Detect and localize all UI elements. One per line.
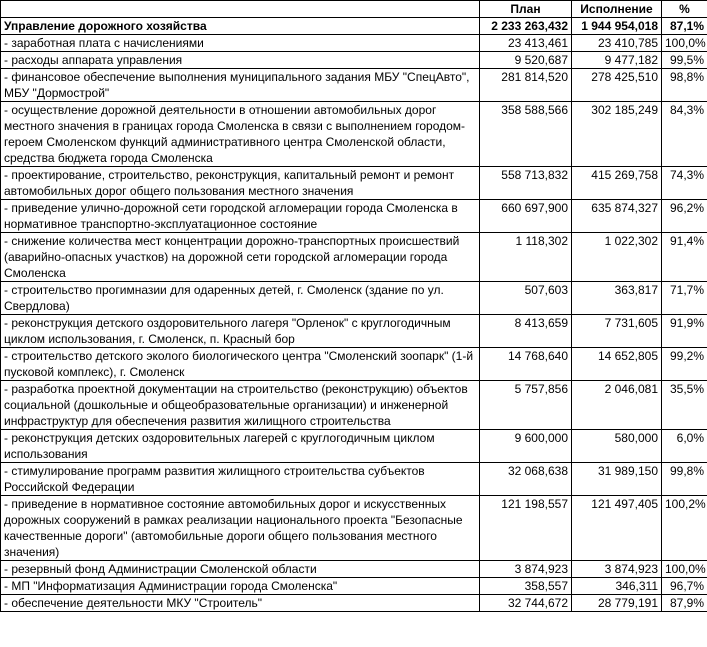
row-plan-cell: 5 757,856 [480,381,572,430]
row-name-cell: - осуществление дорожной деятельности в отношении автомобильных дорог местного значения в границах города Смоленска в связи с выполнением городом-героем Смоленском функций административного центра Смоленской области, средства бюджета города Смоленска [1,102,480,167]
row-plan-cell: 358 588,566 [480,102,572,167]
row-percent-cell: 99,8% [662,463,707,496]
row-execution-cell: 9 477,182 [572,52,662,69]
header-execution-cell: Исполнение [572,1,662,18]
row-percent-cell: 91,4% [662,233,707,282]
row-execution-cell: 580,000 [572,430,662,463]
row-plan-cell: 660 697,900 [480,200,572,233]
row-percent-cell: 84,3% [662,102,707,167]
row-plan-cell: 507,603 [480,282,572,315]
row-execution-cell: 346,311 [572,578,662,595]
table-row [1,167,707,200]
row-execution-cell: 14 652,805 [572,348,662,381]
table-row [1,578,707,595]
row-name-cell: - проектирование, строительство, реконструкция, капитальный ремонт и ремонт автомобильных дорог общего пользования местного значения [1,167,480,200]
row-name-cell: - приведение в нормативное состояние автомобильных дорог и искусственных дорожных сооружений в рамках реализации национального проекта "Безопасные качественные дороги" (автомобильные дороги общего пользования местного значения) [1,496,480,561]
header-row [1,1,707,18]
row-percent-cell: 87,9% [662,595,707,612]
total-plan-cell: 2 233 263,432 [480,18,572,35]
row-execution-cell: 28 779,191 [572,595,662,612]
total-name-cell: Управление дорожного хозяйства [1,18,480,35]
row-plan-cell: 32 068,638 [480,463,572,496]
table-row [1,200,707,233]
row-execution-cell: 121 497,405 [572,496,662,561]
table-row [1,282,707,315]
row-plan-cell: 121 198,557 [480,496,572,561]
total-percent-cell: 87,1% [662,18,707,35]
row-name-cell: - заработная плата с начислениями [1,35,480,52]
row-percent-cell: 74,3% [662,167,707,200]
header-plan-cell: План [480,1,572,18]
row-percent-cell: 35,5% [662,381,707,430]
table-row [1,315,707,348]
row-execution-cell: 1 022,302 [572,233,662,282]
row-execution-cell: 363,817 [572,282,662,315]
row-plan-cell: 1 118,302 [480,233,572,282]
row-name-cell: - МП "Информатизация Администрации города Смоленска" [1,578,480,595]
row-percent-cell: 100,0% [662,561,707,578]
row-percent-cell: 99,5% [662,52,707,69]
row-execution-cell: 31 989,150 [572,463,662,496]
row-execution-cell: 302 185,249 [572,102,662,167]
table-row [1,561,707,578]
header-name-cell [1,1,480,18]
row-plan-cell: 32 744,672 [480,595,572,612]
row-execution-cell: 23 410,785 [572,35,662,52]
table-row [1,430,707,463]
row-name-cell: - резервный фонд Администрации Смоленской области [1,561,480,578]
table-row [1,463,707,496]
row-plan-cell: 3 874,923 [480,561,572,578]
budget-table-body [1,1,707,612]
row-execution-cell: 3 874,923 [572,561,662,578]
total-row [1,18,707,35]
row-execution-cell: 415 269,758 [572,167,662,200]
row-name-cell: - расходы аппарата управления [1,52,480,69]
row-percent-cell: 96,2% [662,200,707,233]
row-plan-cell: 358,557 [480,578,572,595]
header-percent-cell: % [662,1,707,18]
row-name-cell: - стимулирование программ развития жилищного строительства субъектов Российской Федерации [1,463,480,496]
table-row [1,496,707,561]
table-row [1,35,707,52]
row-percent-cell: 98,8% [662,69,707,102]
row-percent-cell: 71,7% [662,282,707,315]
row-percent-cell: 100,0% [662,35,707,52]
row-plan-cell: 558 713,832 [480,167,572,200]
row-name-cell: - снижение количества мест концентрации дорожно-транспортных происшествий (аварийно-опасных участков) на дорожной сети городской агломерации города Смоленска [1,233,480,282]
row-percent-cell: 99,2% [662,348,707,381]
row-plan-cell: 23 413,461 [480,35,572,52]
total-execution-cell: 1 944 954,018 [572,18,662,35]
row-percent-cell: 6,0% [662,430,707,463]
row-name-cell: - реконструкция детского оздоровительного лагеря "Орленок" с круглогодичным циклом использования, г. Смоленск, п. Красный бор [1,315,480,348]
row-name-cell: - строительство детского эколого биологического центра "Смоленский зоопарк" (1-й пусковой комплекс), г. Смоленск [1,348,480,381]
row-name-cell: - строительство прогимназии для одаренных детей, г. Смоленск (здание по ул. Свердлова) [1,282,480,315]
row-name-cell: - разработка проектной документации на строительство (реконструкцию) объектов социальной (дошкольные и общеобразовательные организации) и инженерной инфраструктур для обеспечения развития жилищного строительства [1,381,480,430]
table-row [1,233,707,282]
table-row [1,595,707,612]
table-row [1,52,707,69]
table-row [1,102,707,167]
row-plan-cell: 14 768,640 [480,348,572,381]
row-execution-cell: 7 731,605 [572,315,662,348]
row-name-cell: - обеспечение деятельности МКУ "Строитель" [1,595,480,612]
row-name-cell: - приведение улично-дорожной сети городской агломерации города Смоленска в нормативное транспортно-эксплуатационное состояние [1,200,480,233]
row-plan-cell: 9 600,000 [480,430,572,463]
table-row [1,69,707,102]
row-execution-cell: 2 046,081 [572,381,662,430]
table-row [1,348,707,381]
row-plan-cell: 8 413,659 [480,315,572,348]
row-name-cell: - финансовое обеспечение выполнения муниципального задания МБУ "СпецАвто", МБУ "Дормострой" [1,69,480,102]
row-execution-cell: 635 874,327 [572,200,662,233]
row-execution-cell: 278 425,510 [572,69,662,102]
row-plan-cell: 9 520,687 [480,52,572,69]
row-percent-cell: 96,7% [662,578,707,595]
row-name-cell: - реконструкция детских оздоровительных лагерей с круглогодичным циклом использования [1,430,480,463]
row-plan-cell: 281 814,520 [480,69,572,102]
row-percent-cell: 91,9% [662,315,707,348]
table-row [1,381,707,430]
row-percent-cell: 100,2% [662,496,707,561]
